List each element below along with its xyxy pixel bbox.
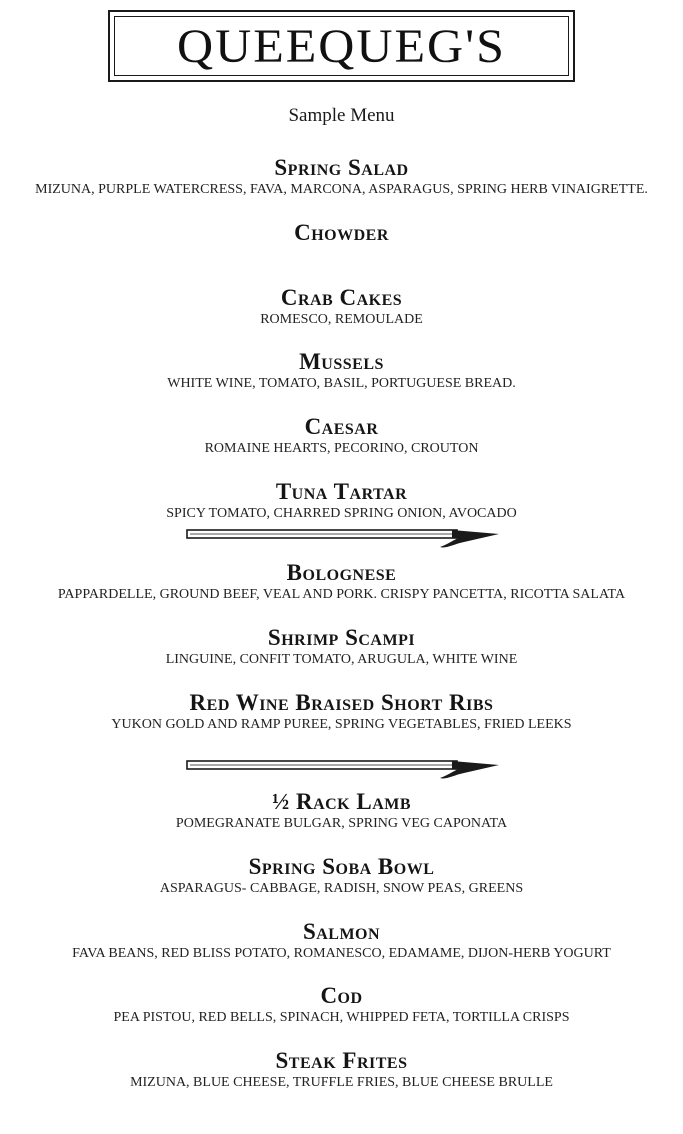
harpoon-icon — [186, 522, 500, 548]
menu-section-starters — [0, 155, 683, 544]
logo-frame — [114, 16, 569, 76]
menu-section-entrees — [0, 789, 683, 1113]
menu-item-name: Spring Salad — [274, 155, 409, 180]
menu-item-name: Bolognese — [286, 560, 397, 585]
menu-item — [0, 560, 683, 625]
menu-item-description: LINGUINE, CONFIT TOMATO, ARUGULA, WHITE WINE — [165, 651, 518, 667]
logo-text: QUEEQUEG'S — [177, 19, 506, 73]
menu-item — [0, 1048, 683, 1113]
menu-item — [0, 414, 683, 479]
menu-item — [0, 854, 683, 919]
restaurant-logo — [108, 10, 575, 82]
menu-item-description: FAVA BEANS, RED BLISS POTATO, ROMANESCO, EDAMAME, DIJON-HERB YOGURT — [72, 945, 611, 961]
menu-item-name: Tuna Tartar — [275, 478, 408, 504]
menu-item-name: Shrimp Scampi — [267, 624, 416, 650]
menu-item-name: Steak Frites — [275, 1048, 408, 1074]
menu-item-name: Spring Soba Bowl — [248, 853, 435, 879]
menu-item-description: PEA PISTOU, RED BELLS, SPINACH, WHIPPED FETA, TORTILLA CRISPS — [113, 1010, 570, 1026]
menu-section-mains — [0, 560, 683, 754]
menu-item — [0, 625, 683, 690]
menu-item-name: Salmon — [302, 918, 381, 944]
menu-item-name: Caesar — [304, 414, 379, 440]
menu-item-name: Red Wine Braised Short Ribs — [189, 689, 494, 715]
menu-item — [0, 983, 683, 1048]
menu-item-description: WHITE WINE, TOMATO, BASIL, PORTUGUESE BREAD. — [167, 376, 516, 392]
menu-item — [0, 220, 683, 285]
menu-item — [0, 155, 683, 220]
menu-item-name: Cod — [320, 983, 363, 1009]
menu-item-description: MIZUNA, PURPLE WATERCRESS, FAVA, MARCONA, ASPARAGUS, SPRING HERB VINAIGRETTE. — [35, 182, 648, 197]
menu-subtitle: Sample Menu — [288, 105, 395, 126]
harpoon-icon — [186, 753, 500, 779]
menu-item — [0, 349, 683, 414]
menu-item-description: ASPARAGUS- CABBAGE, RADISH, SNOW PEAS, GREENS — [159, 880, 524, 896]
menu-item-description: SPICY TOMATO, CHARRED SPRING ONION, AVOCADO — [166, 505, 517, 521]
menu-item-name: ½ Rack Lamb — [271, 789, 412, 814]
menu-item-name: Mussels — [299, 349, 384, 375]
menu-item — [0, 789, 683, 854]
menu-item-description: ROMESCO, REMOULADE — [260, 311, 423, 327]
menu-item-name: Chowder — [294, 219, 389, 245]
menu-item-description: POMEGRANATE BULGAR, SPRING VEG CAPONATA — [175, 816, 508, 831]
menu-item-description: YUKON GOLD AND RAMP PUREE, SPRING VEGETABLES, FRIED LEEKS — [111, 716, 572, 732]
menu-item — [0, 690, 683, 755]
menu-item-description: PAPPARDELLE, GROUND BEEF, VEAL AND PORK. CRISPY PANCETTA, RICOTTA SALATA — [57, 587, 626, 602]
menu-item-name: Crab Cakes — [280, 284, 403, 310]
menu-item — [0, 285, 683, 350]
menu-item — [0, 919, 683, 984]
menu-item-description: ROMAINE HEARTS, PECORINO, CROUTON — [204, 441, 479, 457]
menu-item-description: MIZUNA, BLUE CHEESE, TRUFFLE FRIES, BLUE CHEESE BRULLE — [130, 1075, 553, 1091]
